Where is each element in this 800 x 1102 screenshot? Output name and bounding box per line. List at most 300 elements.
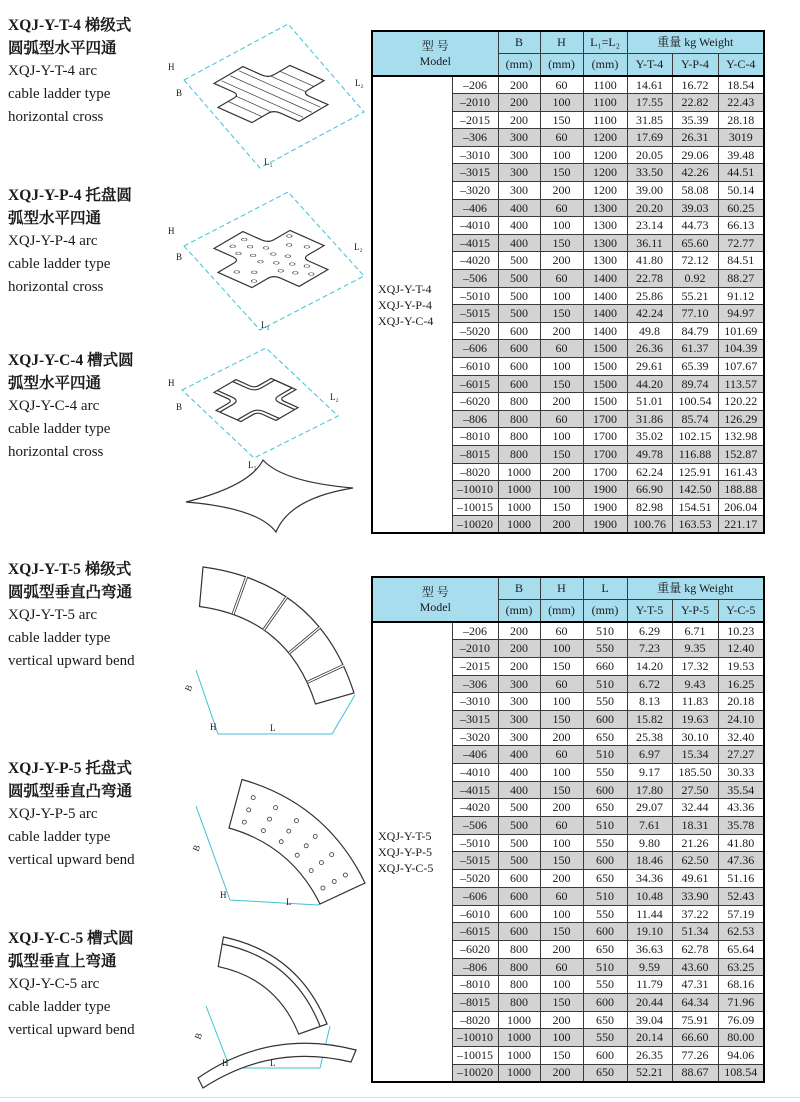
value-cell: 100 [540, 693, 583, 711]
value-cell: 600 [498, 358, 540, 376]
dim-label-l: L [270, 1058, 276, 1068]
value-cell: 550 [583, 693, 627, 711]
model-suffix-cell: –606 [452, 340, 498, 358]
value-cell: 1500 [583, 393, 627, 411]
dim-label-b: B [176, 88, 183, 98]
value-cell: 44.51 [718, 164, 764, 182]
value-cell: 33.50 [627, 164, 672, 182]
value-cell: 0.92 [672, 270, 718, 288]
dim-label-l: L [286, 897, 292, 907]
value-cell: 125.91 [672, 463, 718, 481]
value-cell: 77.10 [672, 305, 718, 323]
value-cell: 200 [540, 463, 583, 481]
value-cell: 84.79 [672, 322, 718, 340]
value-cell: 800 [498, 958, 540, 976]
value-cell: 107.67 [718, 358, 764, 376]
value-cell: 126.29 [718, 410, 764, 428]
value-cell: 31.85 [627, 111, 672, 129]
value-cell: 62.24 [627, 463, 672, 481]
value-cell: 58.08 [672, 182, 718, 200]
curved-band [218, 937, 327, 1034]
value-cell: 9.80 [627, 834, 672, 852]
value-cell: 11.83 [672, 693, 718, 711]
section-title-en: vertical upward bend [8, 1022, 135, 1038]
value-cell: 500 [498, 799, 540, 817]
section-title-cn: XQJ-Y-T-5 梯级式 [8, 561, 132, 578]
value-cell: 35.39 [672, 111, 718, 129]
value-cell: 100 [540, 428, 583, 446]
value-cell: 100 [540, 146, 583, 164]
model-suffix-cell: –8020 [452, 463, 498, 481]
model-suffix-cell: –5015 [452, 852, 498, 870]
value-cell: 39.00 [627, 182, 672, 200]
value-cell: 100 [540, 217, 583, 235]
value-cell: 510 [583, 958, 627, 976]
value-cell: 150 [540, 445, 583, 463]
value-cell: 55.21 [672, 287, 718, 305]
header-weight: 重量 kg Weight [627, 577, 764, 600]
dim-label-l1: L₁ [261, 320, 270, 330]
value-cell: 200 [498, 640, 540, 658]
value-cell: 1400 [583, 287, 627, 305]
header-w2: Y-P-4 [672, 54, 718, 77]
value-cell: 510 [583, 817, 627, 835]
value-cell: 6.71 [672, 622, 718, 640]
value-cell: 31.86 [627, 410, 672, 428]
value-cell: 1100 [583, 111, 627, 129]
dim-label-b: B [190, 843, 203, 853]
dim-label-h: H [168, 226, 175, 236]
value-cell: 33.90 [672, 887, 718, 905]
value-cell: 400 [498, 764, 540, 782]
value-cell: 1900 [583, 498, 627, 516]
section-title-en: cable ladder type [8, 829, 111, 845]
value-cell: 72.77 [718, 234, 764, 252]
cross-outline [193, 219, 350, 299]
value-cell: 17.80 [627, 781, 672, 799]
model-suffix-cell: –306 [452, 675, 498, 693]
value-cell: 1400 [583, 305, 627, 323]
value-cell: 60 [540, 675, 583, 693]
section-title-en: cable ladder type [8, 421, 111, 437]
section-title-en: vertical upward bend [8, 653, 135, 669]
section-3-text [8, 349, 183, 464]
channel-cross-diagram [168, 338, 368, 534]
value-cell: 800 [498, 993, 540, 1011]
value-cell: 65.39 [672, 358, 718, 376]
value-cell: 7.61 [627, 817, 672, 835]
value-cell: 300 [498, 164, 540, 182]
model-suffix-cell: –8010 [452, 428, 498, 446]
value-cell: 64.34 [672, 993, 718, 1011]
dim-label-l1: L₁ [248, 460, 257, 470]
value-cell: 60 [540, 199, 583, 217]
value-cell: 22.78 [627, 270, 672, 288]
model-suffix-cell: –6010 [452, 358, 498, 376]
header-w2: Y-P-5 [672, 600, 718, 623]
value-cell: 101.69 [718, 322, 764, 340]
value-cell: 800 [498, 940, 540, 958]
model-suffix-cell: –806 [452, 410, 498, 428]
dim-label-l2: L₂ [355, 78, 364, 88]
value-cell: 500 [498, 817, 540, 835]
value-cell: 200 [498, 94, 540, 112]
model-suffix-cell: –4020 [452, 252, 498, 270]
header-model [372, 577, 498, 622]
value-cell: 8.13 [627, 693, 672, 711]
model-suffix-cell: –8010 [452, 976, 498, 994]
value-cell: 500 [498, 852, 540, 870]
model-suffix-cell: –3015 [452, 164, 498, 182]
header-w1: Y-T-5 [627, 600, 672, 623]
model-suffix-cell: –6020 [452, 940, 498, 958]
model-group-label: XQJ-Y-T-5 [378, 828, 432, 843]
spec-table-4-wrap [371, 30, 764, 534]
value-cell: 300 [498, 693, 540, 711]
value-cell: 11.79 [627, 976, 672, 994]
model-suffix-cell: –6015 [452, 375, 498, 393]
section-title-cn: XQJ-Y-C-4 槽式圆 [8, 352, 134, 369]
value-cell: 65.64 [718, 940, 764, 958]
section-1-text [8, 14, 183, 129]
header-w3: Y-C-4 [718, 54, 764, 77]
value-cell: 600 [498, 340, 540, 358]
dim-label-h: H [168, 378, 175, 388]
value-cell: 39.03 [672, 199, 718, 217]
page-bottom-rule [0, 1097, 800, 1098]
value-cell: 600 [498, 905, 540, 923]
value-cell: 200 [540, 516, 583, 534]
value-cell: 200 [540, 1064, 583, 1082]
model-suffix-cell: –506 [452, 817, 498, 835]
value-cell: 19.10 [627, 923, 672, 941]
value-cell: 150 [540, 305, 583, 323]
value-cell: 1000 [498, 481, 540, 499]
header-w1: Y-T-4 [627, 54, 672, 77]
value-cell: 44.20 [627, 375, 672, 393]
value-cell: 72.12 [672, 252, 718, 270]
value-cell: 89.74 [672, 375, 718, 393]
header-l-unit: (mm) [583, 54, 627, 77]
value-cell: 650 [583, 799, 627, 817]
value-cell: 20.44 [627, 993, 672, 1011]
value-cell: 9.59 [627, 958, 672, 976]
value-cell: 600 [583, 993, 627, 1011]
value-cell: 51.34 [672, 923, 718, 941]
value-cell: 132.98 [718, 428, 764, 446]
value-cell: 100 [540, 481, 583, 499]
value-cell: 150 [540, 781, 583, 799]
value-cell: 14.20 [627, 657, 672, 675]
value-cell: 200 [540, 1011, 583, 1029]
value-cell: 1900 [583, 481, 627, 499]
value-cell: 100 [540, 1029, 583, 1047]
value-cell: 36.11 [627, 234, 672, 252]
value-cell: 39.48 [718, 146, 764, 164]
dim-label-h: H [210, 722, 217, 732]
model-suffix-cell: –3010 [452, 693, 498, 711]
value-cell: 9.43 [672, 675, 718, 693]
value-cell: 26.35 [627, 1047, 672, 1065]
value-cell: 150 [540, 1047, 583, 1065]
value-cell: 600 [498, 375, 540, 393]
value-cell: 1200 [583, 129, 627, 147]
value-cell: 44.73 [672, 217, 718, 235]
model-suffix-cell: –8015 [452, 445, 498, 463]
value-cell: 1300 [583, 199, 627, 217]
value-cell: 200 [540, 870, 583, 888]
value-cell: 1000 [498, 1047, 540, 1065]
value-cell: 18.31 [672, 817, 718, 835]
value-cell: 1900 [583, 516, 627, 534]
model-suffix-cell: –406 [452, 746, 498, 764]
model-suffix-cell: –3020 [452, 182, 498, 200]
header-l-unit: (mm) [583, 600, 627, 623]
value-cell: 1000 [498, 498, 540, 516]
section-title-en: cable ladder type [8, 256, 111, 272]
header-weight: 重量 kg Weight [627, 31, 764, 54]
value-cell: 600 [498, 887, 540, 905]
dim-label-h: H [220, 890, 227, 900]
value-cell: 41.80 [718, 834, 764, 852]
value-cell: 100 [540, 358, 583, 376]
value-cell: 600 [583, 710, 627, 728]
value-cell: 300 [498, 146, 540, 164]
value-cell: 94.97 [718, 305, 764, 323]
model-suffix-cell: –5015 [452, 305, 498, 323]
section-title-cn: 圆弧型水平四通 [8, 40, 117, 57]
value-cell: 113.57 [718, 375, 764, 393]
value-cell: 66.60 [672, 1029, 718, 1047]
model-suffix-cell: –4015 [452, 781, 498, 799]
model-group-label: XQJ-Y-C-4 [378, 313, 434, 328]
value-cell: 32.40 [718, 728, 764, 746]
ladder-rungs [204, 61, 337, 128]
value-cell: 150 [540, 852, 583, 870]
value-cell: 1700 [583, 445, 627, 463]
value-cell: 400 [498, 234, 540, 252]
value-cell: 116.88 [672, 445, 718, 463]
model-suffix-cell: –5010 [452, 834, 498, 852]
value-cell: 104.39 [718, 340, 764, 358]
value-cell: 60 [540, 270, 583, 288]
value-cell: 500 [498, 270, 540, 288]
value-cell: 800 [498, 410, 540, 428]
header-w3: Y-C-5 [718, 600, 764, 623]
value-cell: 300 [498, 728, 540, 746]
value-cell: 35.54 [718, 781, 764, 799]
value-cell: 152.87 [718, 445, 764, 463]
value-cell: 15.82 [627, 710, 672, 728]
section-title-en: cable ladder type [8, 630, 111, 646]
value-cell: 200 [498, 657, 540, 675]
value-cell: 50.14 [718, 182, 764, 200]
value-cell: 200 [540, 940, 583, 958]
value-cell: 650 [583, 1064, 627, 1082]
value-cell: 19.63 [672, 710, 718, 728]
value-cell: 206.04 [718, 498, 764, 516]
value-cell: 600 [498, 322, 540, 340]
model-suffix-cell: –2010 [452, 94, 498, 112]
value-cell: 26.36 [627, 340, 672, 358]
value-cell: 6.29 [627, 622, 672, 640]
spec-table-4 [371, 30, 765, 534]
value-cell: 30.10 [672, 728, 718, 746]
value-cell: 60 [540, 410, 583, 428]
value-cell: 150 [540, 111, 583, 129]
value-cell: 43.36 [718, 799, 764, 817]
value-cell: 1000 [498, 463, 540, 481]
value-cell: 510 [583, 887, 627, 905]
model-suffix-cell: –5020 [452, 322, 498, 340]
spec-table-5-wrap [371, 576, 764, 1083]
value-cell: 34.36 [627, 870, 672, 888]
header-b: B [498, 577, 540, 600]
value-cell: 26.31 [672, 129, 718, 147]
value-cell: 400 [498, 746, 540, 764]
model-suffix-cell: –406 [452, 199, 498, 217]
section-title-en: XQJ-Y-P-5 arc [8, 806, 98, 822]
header-h: H [540, 31, 583, 54]
value-cell: 66.13 [718, 217, 764, 235]
header-model-en: Model [419, 53, 451, 68]
value-cell: 75.91 [672, 1011, 718, 1029]
section-title-cn: XQJ-Y-C-5 槽式圆 [8, 930, 134, 947]
table-row [372, 76, 764, 94]
section-title-cn: 圆弧型垂直凸弯通 [8, 584, 133, 601]
value-cell: 150 [540, 375, 583, 393]
value-cell: 600 [583, 852, 627, 870]
model-suffix-cell: –4020 [452, 799, 498, 817]
value-cell: 510 [583, 746, 627, 764]
value-cell: 52.21 [627, 1064, 672, 1082]
value-cell: 1400 [583, 270, 627, 288]
value-cell: 100.76 [627, 516, 672, 534]
table-row [372, 622, 764, 640]
value-cell: 60 [540, 76, 583, 94]
value-cell: 500 [498, 305, 540, 323]
value-cell: 150 [540, 498, 583, 516]
value-cell: 600 [498, 923, 540, 941]
value-cell: 200 [540, 393, 583, 411]
section-title-en: horizontal cross [8, 109, 104, 125]
value-cell: 9.35 [672, 640, 718, 658]
value-cell: 200 [540, 252, 583, 270]
value-cell: 25.86 [627, 287, 672, 305]
value-cell: 150 [540, 657, 583, 675]
section-title-en: XQJ-Y-C-5 arc [8, 976, 100, 992]
value-cell: 60 [540, 129, 583, 147]
model-suffix-cell: –10020 [452, 516, 498, 534]
value-cell: 1100 [583, 76, 627, 94]
section-title-en: XQJ-Y-T-5 arc [8, 607, 98, 623]
value-cell: 1000 [498, 516, 540, 534]
model-group-label: XQJ-Y-P-4 [378, 297, 432, 312]
value-cell: 500 [498, 834, 540, 852]
value-cell: 550 [583, 1029, 627, 1047]
value-cell: 88.27 [718, 270, 764, 288]
model-suffix-cell: –10020 [452, 1064, 498, 1082]
model-suffix-cell: –8020 [452, 1011, 498, 1029]
value-cell: 300 [498, 182, 540, 200]
value-cell: 150 [540, 234, 583, 252]
spec-table-4-body [372, 76, 764, 533]
value-cell: 1200 [583, 182, 627, 200]
model-suffix-cell: –4010 [452, 764, 498, 782]
header-l: L₁=L₂ [583, 31, 627, 54]
spec-table-5 [371, 576, 765, 1083]
value-cell: 1000 [498, 1011, 540, 1029]
model-suffix-cell: –3010 [452, 146, 498, 164]
dim-label-b: B [176, 252, 183, 262]
section-title-cn: 圆弧型垂直凸弯通 [8, 783, 133, 800]
value-cell: 28.18 [718, 111, 764, 129]
model-suffix-cell: –4010 [452, 217, 498, 235]
section-5-text [8, 757, 180, 872]
value-cell: 68.16 [718, 976, 764, 994]
value-cell: 300 [498, 129, 540, 147]
curved-band [229, 780, 365, 905]
value-cell: 47.31 [672, 976, 718, 994]
value-cell: 14.61 [627, 76, 672, 94]
dim-label-h: H [222, 1058, 229, 1068]
section-title-cn: XQJ-Y-P-4 托盘圆 [8, 187, 132, 204]
value-cell: 188.88 [718, 481, 764, 499]
value-cell: 91.12 [718, 287, 764, 305]
value-cell: 300 [498, 710, 540, 728]
value-cell: 100 [540, 640, 583, 658]
value-cell: 42.26 [672, 164, 718, 182]
value-cell: 7.23 [627, 640, 672, 658]
value-cell: 22.43 [718, 94, 764, 112]
value-cell: 15.34 [672, 746, 718, 764]
model-suffix-cell: –306 [452, 129, 498, 147]
value-cell: 161.43 [718, 463, 764, 481]
value-cell: 100 [540, 834, 583, 852]
section-title-en: cable ladder type [8, 999, 111, 1015]
value-cell: 42.24 [627, 305, 672, 323]
value-cell: 63.25 [718, 958, 764, 976]
tray-cross-diagram [166, 180, 371, 335]
dim-label-l2: L₂ [354, 242, 363, 252]
model-suffix-cell: –5020 [452, 870, 498, 888]
value-cell: 400 [498, 217, 540, 235]
dim-label-l2: L₂ [330, 392, 339, 402]
value-cell: 1500 [583, 358, 627, 376]
value-cell: 77.26 [672, 1047, 718, 1065]
value-cell: 36.63 [627, 940, 672, 958]
value-cell: 47.36 [718, 852, 764, 870]
section-title-cn: 弧型水平四通 [8, 210, 102, 227]
value-cell: 62.53 [718, 923, 764, 941]
value-cell: 100 [540, 94, 583, 112]
value-cell: 800 [498, 393, 540, 411]
header-model-cn: 型 号 [421, 584, 449, 599]
value-cell: 100 [540, 905, 583, 923]
value-cell: 1000 [498, 1064, 540, 1082]
section-title-en: XQJ-Y-P-4 arc [8, 233, 98, 249]
model-suffix-cell: –5010 [452, 287, 498, 305]
flat-cross-pattern [186, 460, 353, 532]
value-cell: 800 [498, 428, 540, 446]
value-cell: 200 [498, 76, 540, 94]
model-suffix-cell: –2015 [452, 657, 498, 675]
value-cell: 1500 [583, 340, 627, 358]
model-suffix-cell: –2015 [452, 111, 498, 129]
value-cell: 82.98 [627, 498, 672, 516]
value-cell: 600 [498, 870, 540, 888]
value-cell: 6.72 [627, 675, 672, 693]
